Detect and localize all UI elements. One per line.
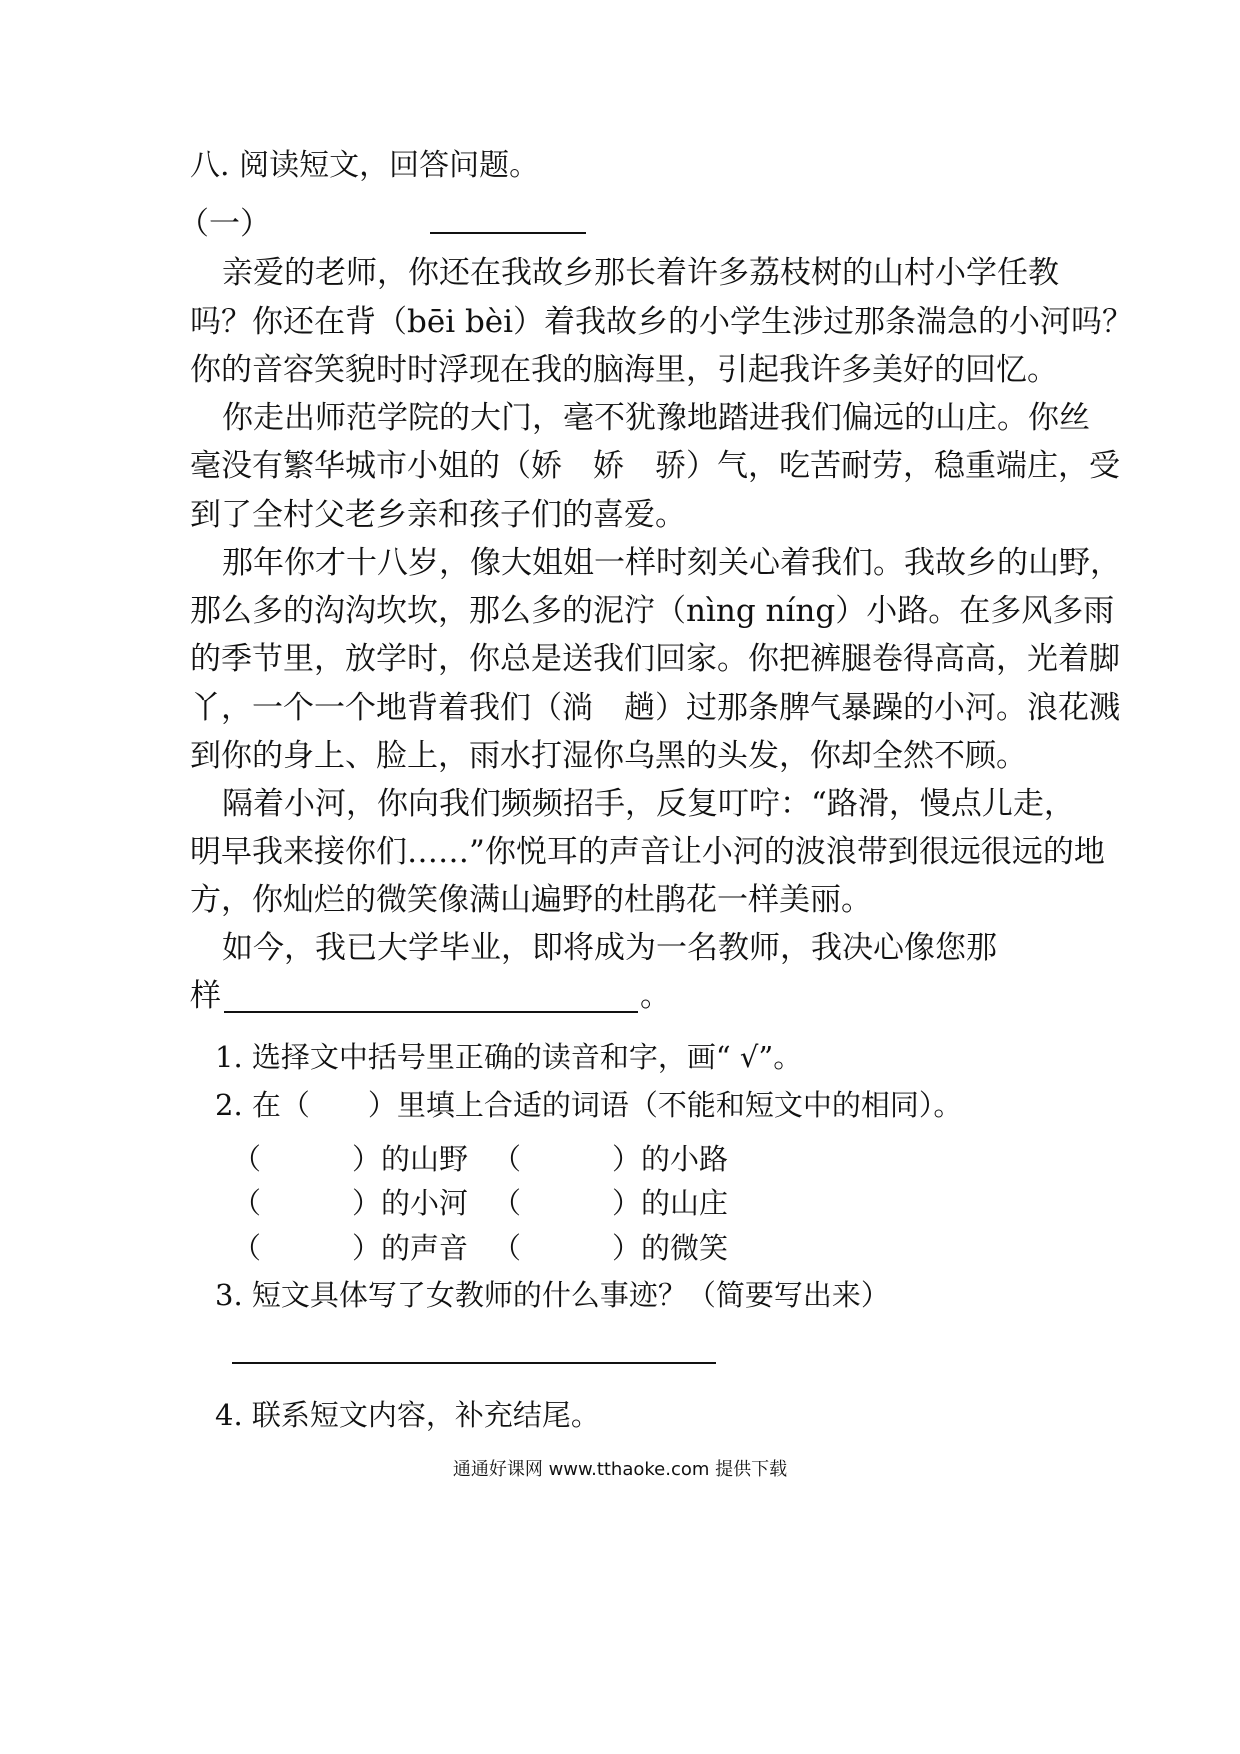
title-blank [430, 232, 586, 234]
footer-credit: 通通好课网 www.tthaoke.com 提供下载 [452, 1459, 788, 1480]
passage-line-end: 。 [640, 978, 671, 1014]
fill-row [232, 1181, 728, 1225]
fill-item[interactable]: ）的山野 [352, 1142, 469, 1176]
passage-line: 到你的身上、脸上，雨水打湿你乌黑的头发，你却全然不顾。 [190, 738, 1027, 774]
passage-line: 明早我来接你们……”你悦耳的声音让小河的波浪带到很远很远的地 [190, 834, 1105, 870]
section-title: 八. 阅读短文，回答问题。 [190, 148, 540, 183]
fill-row [232, 1226, 728, 1270]
open-paren: （ [492, 1142, 522, 1176]
open-paren: （ [492, 1186, 522, 1220]
open-paren: （ [232, 1186, 262, 1220]
passage-line: 方，你灿烂的微笑像满山遍野的杜鹃花一样美丽。 [190, 882, 872, 918]
open-paren: （ [232, 1142, 262, 1176]
question-3: 3. 短文具体写了女教师的什么事迹？（简要写出来） [215, 1278, 890, 1312]
ending-blank[interactable] [224, 1011, 638, 1013]
question-2: 2. 在（ ）里填上合适的词语（不能和短文中的相同）。 [215, 1088, 963, 1122]
passage-line: 到了全村父老乡亲和孩子们的喜爱。 [190, 497, 686, 533]
passage-line: 亲爱的老师，你还在我故乡那长着许多荔枝树的山村小学任教 [222, 255, 1059, 291]
passage-line: 吗？你还在背（bēi bèi）着我故乡的小学生涉过那条湍急的小河吗？ [190, 304, 1134, 340]
fill-item[interactable]: ）的声音 [352, 1231, 469, 1265]
question-4: 4. 联系短文内容，补充结尾。 [215, 1398, 600, 1432]
passage-line: 丫，一个一个地背着我们（淌 趟）过那条脾气暴躁的小河。浪花溅 [190, 690, 1120, 726]
question-1: 1. 选择文中括号里正确的读音和字，画“ √”。 [215, 1040, 803, 1074]
open-paren: （ [492, 1231, 522, 1265]
answer-blank[interactable] [232, 1362, 716, 1364]
passage-line: 你走出师范学院的大门，毫不犹豫地踏进我们偏远的山庄。你丝 [222, 400, 1090, 436]
fill-item[interactable]: ）的山庄 [612, 1186, 729, 1220]
passage-line: 毫没有繁华城市小姐的（娇 娇 骄）气，吃苦耐劳，稳重端庄，受 [190, 448, 1120, 484]
fill-item[interactable]: ）的微笑 [612, 1231, 729, 1265]
passage-line: 那么多的沟沟坎坎，那么多的泥泞（nìng níng）小路。在多风多雨 [190, 593, 1115, 629]
part-label: （一） [178, 206, 271, 242]
fill-item[interactable]: ）的小路 [612, 1142, 729, 1176]
passage-line: 那年你才十八岁，像大姐姐一样时刻关心着我们。我故乡的山野， [222, 545, 1121, 581]
passage-line: 如今，我已大学毕业，即将成为一名教师，我决心像您那 [222, 930, 997, 966]
open-paren: （ [232, 1231, 262, 1265]
passage-line: 隔着小河，你向我们频频招手，反复叮咛：“路滑，慢点儿走， [222, 786, 1075, 822]
fill-item[interactable]: ）的小河 [352, 1186, 469, 1220]
fill-row [232, 1137, 728, 1181]
passage-line-start: 样 [190, 978, 221, 1014]
passage-line: 你的音容笑貌时时浮现在我的脑海里，引起我许多美好的回忆。 [190, 352, 1058, 388]
passage-line: 的季节里，放学时，你总是送我们回家。你把裤腿卷得高高，光着脚 [190, 641, 1120, 677]
